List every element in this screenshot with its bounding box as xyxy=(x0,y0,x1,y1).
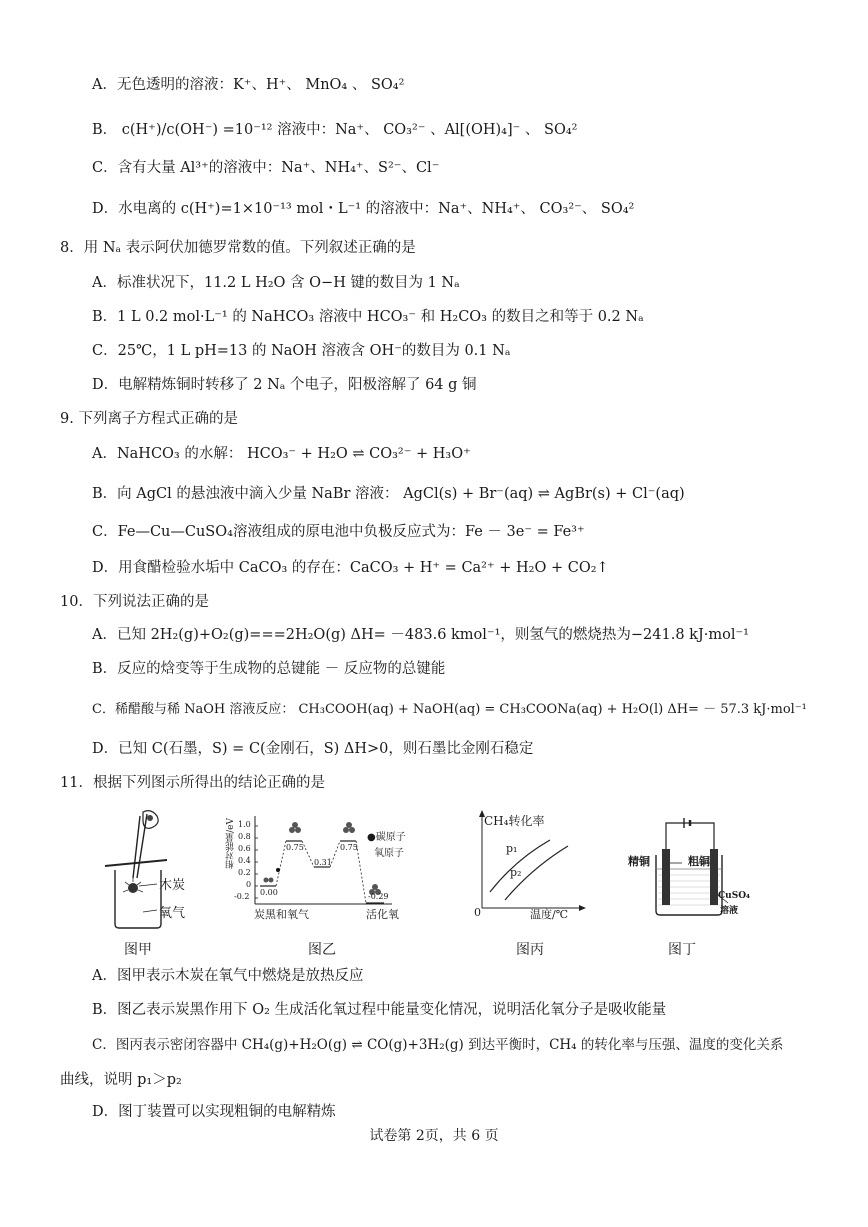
q10-option-d: D．已知 C(石墨，S) = C(金刚石，S) ΔH>0，则石墨比金刚石稳定 xyxy=(92,741,534,757)
q7-option-a: A．无色透明的溶液：K⁺、H⁺、 MnO₄ 、 SO₄² xyxy=(92,77,405,93)
figure-ding xyxy=(628,815,748,925)
yi-ytick-1: 1.0 xyxy=(238,820,251,829)
figure-bing xyxy=(470,810,590,920)
yi-legend-oxygen: 氧原子 xyxy=(374,848,404,859)
yi-xlabel-left: 炭黑和氧气 xyxy=(254,908,309,921)
q10-option-b: B．反应的焓变等于生成物的总键能 － 反应物的总键能 xyxy=(92,661,446,677)
q8-option-d: D．电解精炼铜时转移了 2 Nₐ 个电子，阳极溶解了 64 g 铜 xyxy=(92,377,477,393)
q11-option-b: B．图乙表示炭黑作用下 O₂ 生成活化氧过程中能量变化情况，说明活化氧分子是吸收能量 xyxy=(92,1002,667,1018)
q10-option-c: C．稀醋酸与稀 NaOH 溶液反应： CH₃COOH(aq) + NaOH(aq) = CH₃COONa(aq) + H₂O(l) ΔH= － 57.3 kJ·mol⁻¹ xyxy=(92,702,807,717)
yi-legend-carbon: ●碳原子 xyxy=(367,832,406,843)
figure-bing-caption: 图丙 xyxy=(516,942,544,958)
yi-ytick-2: 0.8 xyxy=(238,832,251,841)
bing-origin: 0 xyxy=(474,906,481,919)
bing-p2: p₂ xyxy=(510,866,522,879)
yi-level-2: 0.31 xyxy=(314,858,332,867)
q11-option-a: A．图甲表示木炭在氧气中燃烧是放热反应 xyxy=(92,968,364,984)
bing-p1: p₁ xyxy=(506,842,518,855)
yi-xlabel-right: 活化氧 xyxy=(366,908,399,921)
figure-jia xyxy=(95,808,205,933)
q8-stem: 8．用 Nₐ 表示阿伏加德罗常数的值。下列叙述正确的是 xyxy=(60,240,416,256)
oxygen-label: 氧气 xyxy=(159,906,186,921)
charcoal-label: 木炭 xyxy=(159,878,186,893)
q11-option-c-line1: C．图丙表示密闭容器中 CH₄(g)+H₂O(g) ⇌ CO(g)+3H₂(g) 到达平衡时，CH₄ 的转化率与压强、温度的变化关系 xyxy=(92,1037,784,1053)
q10-stem: 10．下列说法正确的是 xyxy=(60,594,209,610)
ding-left-electrode: 精铜 xyxy=(628,855,650,868)
q7-option-d: D．水电离的 c(H⁺)=1×10⁻¹³ mol・L⁻¹ 的溶液中：Na⁺、NH₄⁺、 CO₃²⁻、 SO₄² xyxy=(92,201,635,217)
ding-solution-1: CuSO₄ xyxy=(718,891,750,901)
ding-solution-2: 溶液 xyxy=(720,906,739,916)
q8-option-c: C．25℃，1 L pH=13 的 NaOH 溶液含 OH⁻的数目为 0.1 Nₐ xyxy=(92,343,511,359)
yi-ytick-3: 0.6 xyxy=(238,844,251,853)
figure-ding-caption: 图丁 xyxy=(668,942,696,958)
q11-stem: 11．根据下列图示所得出的结论正确的是 xyxy=(60,775,325,791)
q7-option-c: C．含有大量 Al³⁺的溶液中：Na⁺、NH₄⁺、S²⁻、Cl⁻ xyxy=(92,160,440,176)
bing-ylabel: CH₄转化率 xyxy=(484,814,545,828)
q11-option-d: D．图丁装置可以实现粗铜的电解精炼 xyxy=(92,1104,336,1120)
yi-level-1: 0.75 xyxy=(286,843,304,852)
q10-option-a: A．已知 2H₂(g)+O₂(g)===2H₂O(g) ΔH= －483.6 kmol⁻¹，则氢气的燃烧热为−241.8 kJ·mol⁻¹ xyxy=(92,627,749,643)
q8-option-a: A．标准状况下，11.2 L H₂O 含 O−H 键的数目为 1 Nₐ xyxy=(92,275,460,291)
q7-option-b: B． c(H⁺)/c(OH⁻) =10⁻¹² 溶液中：Na⁺、 CO₃²⁻ 、Al[(OH)₄]⁻ 、 SO₄² xyxy=(92,122,578,138)
yi-level-3: 0.75 xyxy=(340,843,358,852)
q9-option-a: A．NaHCO₃ 的水解： HCO₃⁻ + H₂O ⇌ CO₃²⁻ + H₃O⁺ xyxy=(92,446,471,462)
figure-jia-caption: 图甲 xyxy=(124,942,152,958)
q9-stem: 9. 下列离子方程式正确的是 xyxy=(60,411,238,427)
page-footer: 试卷第 2页，共 6 页 xyxy=(369,1128,499,1144)
yi-level-4: -0.29 xyxy=(368,892,389,901)
q8-option-b: B．1 L 0.2 mol·L⁻¹ 的 NaHCO₃ 溶液中 HCO₃⁻ 和 H₂CO₃ 的数目之和等于 0.2 Nₐ xyxy=(92,309,644,325)
q9-option-d: D．用食醋检验水垢中 CaCO₃ 的存在：CaCO₃ + H⁺ = Ca²⁺ + H₂O + CO₂↑ xyxy=(92,560,609,576)
q9-option-c: C．Fe—Cu—CuSO₄溶液组成的原电池中负极反应式为：Fe － 3e⁻ = Fe³⁺ xyxy=(92,524,585,540)
yi-ytick-7: -0.2 xyxy=(234,892,250,901)
figure-yi xyxy=(222,808,432,923)
yi-ytick-4: 0.4 xyxy=(238,856,251,865)
ding-right-electrode: 粗铜 xyxy=(688,855,710,868)
yi-ylabel: 相对能量/eV xyxy=(226,818,236,869)
q9-option-b: B．向 AgCl 的悬浊液中滴入少量 NaBr 溶液： AgCl(s) + Br⁻(aq) ⇌ AgBr(s) + Cl⁻(aq) xyxy=(92,486,685,502)
yi-ytick-6: 0 xyxy=(246,880,252,889)
yi-ytick-5: 0.2 xyxy=(238,868,251,877)
q11-option-c-line2: 曲线，说明 p₁＞p₂ xyxy=(60,1072,182,1088)
bing-xlabel: 温度/℃ xyxy=(530,908,569,921)
yi-level-0: 0.00 xyxy=(260,888,278,897)
figure-yi-caption: 图乙 xyxy=(308,942,336,958)
